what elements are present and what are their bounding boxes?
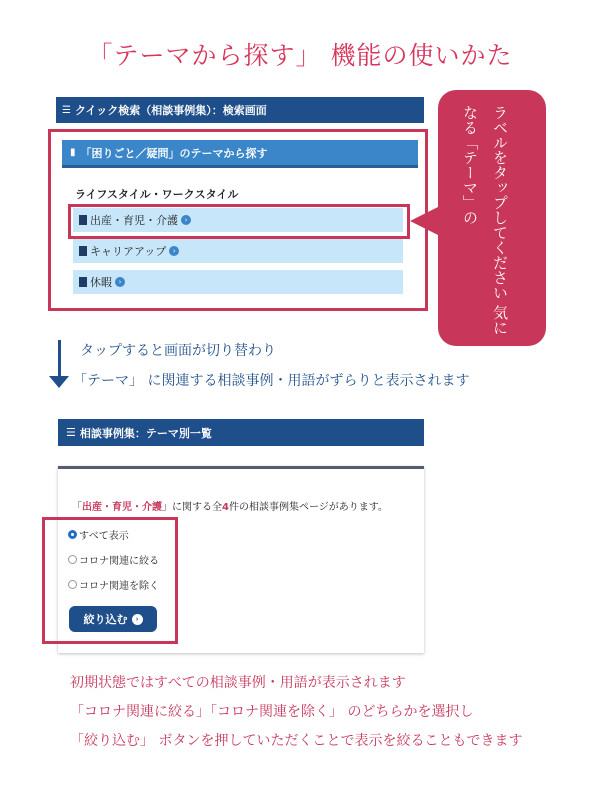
radio-label: コロナ関連を除く <box>79 581 159 592</box>
highlight-frame-label <box>68 204 410 239</box>
highlight-frame-filters <box>42 517 178 644</box>
page-title: 「テーマから探す」 機能の使いかた <box>87 41 513 70</box>
arrow-head-icon <box>49 376 69 388</box>
callout-text: ラベルをタップしてください 気になる「テーマ」の <box>461 105 509 335</box>
result-summary <box>72 498 388 513</box>
narrow-down-label: 絞り込む <box>83 614 128 626</box>
theme-label-text: キャリアアップ <box>90 245 167 258</box>
transition-caption-2: 「テーマ」 に関連する相談事例・用語がずらりと表示されます <box>73 373 470 389</box>
chevron-right-icon: › <box>181 215 191 225</box>
theme-label-text: 休暇 <box>90 276 112 289</box>
summary-count: 4 <box>222 502 229 513</box>
note-line-2: 「コロナ関連に絞る」「コロナ関連を除く」 のどちらかを選択し <box>70 704 474 720</box>
category-heading: ライフスタイル・ワークスタイル <box>75 188 239 201</box>
summary-theme: 出産・育児・介護 <box>82 502 162 513</box>
quick-search-header-label: クイック検索（相談事例集）：検索画面 <box>74 104 267 117</box>
radio-label: コロナ関連に絞る <box>79 556 159 567</box>
summary-close: 件の相談事例集ページがあります。 <box>228 502 388 513</box>
note-line-1: 初期状態ではすべての相談事例・用語が表示されます <box>70 675 406 691</box>
summary-open: 「 <box>72 502 82 513</box>
note-line-3: 「絞り込む」 ボタンを押していただくことで表示を絞ることもできます <box>70 733 523 749</box>
chevron-right-icon: › <box>132 614 143 625</box>
transition-caption-1: タップすると画面が切り替わり <box>80 343 276 359</box>
chevron-right-icon: › <box>115 277 125 287</box>
book-icon: ▮ <box>70 147 76 158</box>
chevron-right-icon: › <box>169 246 179 256</box>
quick-search-header <box>56 97 424 123</box>
summary-mid: 」に関する全 <box>162 502 222 513</box>
theme-list-header-label: 相談事例集：テーマ別一覧 <box>79 426 212 440</box>
stack-icon: ☰ <box>62 104 71 116</box>
theme-list-header <box>58 419 424 446</box>
theme-label-text: 出産・育児・介護 <box>90 214 178 227</box>
theme-search-header-label: 「困りごと／疑問」のテーマから探す <box>80 146 268 160</box>
list-icon: ☰ <box>66 426 76 439</box>
down-arrow-icon <box>58 340 61 380</box>
radio-label: すべて表示 <box>79 531 129 542</box>
